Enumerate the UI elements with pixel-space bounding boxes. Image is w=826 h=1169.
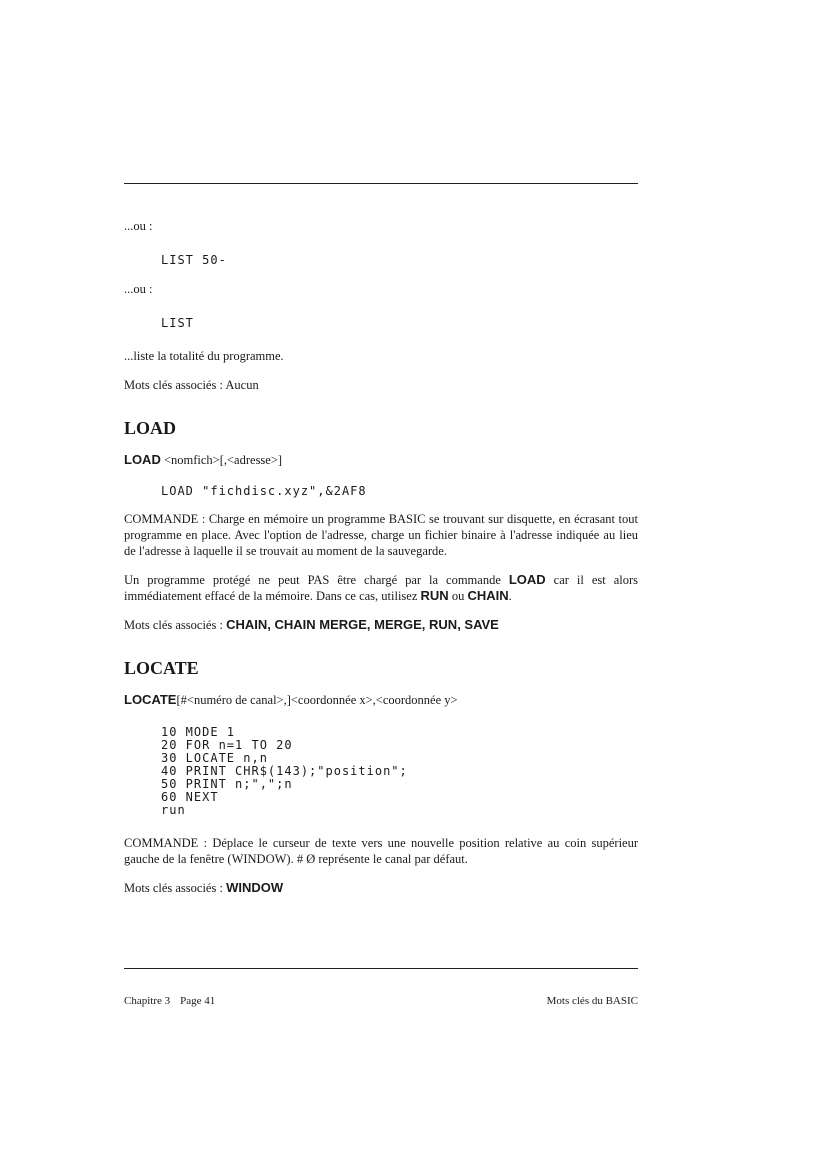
related-keywords xyxy=(124,880,638,896)
code-line: 20 FOR n=1 TO 20 xyxy=(161,738,293,752)
section-heading-locate: LOCATE xyxy=(124,658,199,678)
note-text: Un programme protégé ne peut PAS être chargé par la commande xyxy=(124,573,509,587)
code-block xyxy=(124,726,638,817)
code-line: 50 PRINT n;",";n xyxy=(161,777,293,791)
intro-text: ...ou : xyxy=(124,282,153,296)
page-content xyxy=(124,218,638,896)
description: COMMANDE : Déplace le curseur de texte vers une nouvelle position relative au coin supérieur gauche de la fenêtre (WINDOW). # Ø représente le canal par défaut. xyxy=(124,836,638,866)
syntax-args: [#<numéro de canal>,]<coordonnée x>,<coordonnée y> xyxy=(176,693,458,707)
description: COMMANDE : Charge en mémoire un programme BASIC se trouvant sur disquette, en écrasant tout programme en place. Avec l'option de l'adresse, charge un fichier binaire à l'adresse indiquée au lieu de l'adresse à laquelle il se trouvait au moment de la sauvegarde. xyxy=(124,512,638,558)
syntax-args: <nomfich>[,<adresse>] xyxy=(160,453,283,467)
code-line: 40 PRINT CHR$(143);"position"; xyxy=(161,764,408,778)
code-line: 30 LOCATE n,n xyxy=(161,751,268,765)
keyword-list: WINDOW xyxy=(226,880,284,895)
keyword-list: CHAIN, CHAIN MERGE, MERGE, RUN, SAVE xyxy=(226,617,499,632)
code-line: 60 NEXT xyxy=(161,790,219,804)
code-example: LOAD "fichdisc.xyz",&2AF8 xyxy=(161,484,367,498)
related-keywords xyxy=(124,617,638,633)
syntax-line xyxy=(124,452,638,468)
keyword: RUN xyxy=(420,588,449,603)
keyword: CHAIN xyxy=(467,588,509,603)
description: ...liste la totalité du programme. xyxy=(124,349,284,363)
section-heading-load: LOAD xyxy=(124,418,177,438)
related-label: Mots clés associés : xyxy=(124,618,227,632)
page-number: Page 41 xyxy=(180,995,216,1007)
top-rule xyxy=(124,183,638,184)
note xyxy=(124,572,638,604)
code-line: 10 MODE 1 xyxy=(161,725,236,739)
code-line: run xyxy=(161,803,186,817)
related-keywords: Mots clés associés : Aucun xyxy=(124,378,259,392)
syntax-line xyxy=(124,692,638,708)
related-label: Mots clés associés : xyxy=(124,881,227,895)
keyword: LOAD xyxy=(508,572,546,587)
code-example: LIST 50- xyxy=(161,253,227,267)
page-footer xyxy=(124,995,638,1007)
syntax-keyword: LOCATE xyxy=(124,692,177,707)
footer-title: Mots clés du BASIC xyxy=(546,995,638,1007)
chapter-label: Chapitre 3 xyxy=(124,995,171,1007)
syntax-keyword: LOAD xyxy=(124,452,161,467)
intro-text: ...ou : xyxy=(124,219,153,233)
footer-left xyxy=(124,995,215,1007)
note-text: . xyxy=(508,589,512,603)
note-text: ou xyxy=(448,589,468,603)
bottom-rule xyxy=(124,968,638,969)
note-text: car il est alors immédiatement effacé de la mémoire. Dans ce cas, utilisez xyxy=(124,573,638,603)
code-example: LIST xyxy=(161,316,194,330)
